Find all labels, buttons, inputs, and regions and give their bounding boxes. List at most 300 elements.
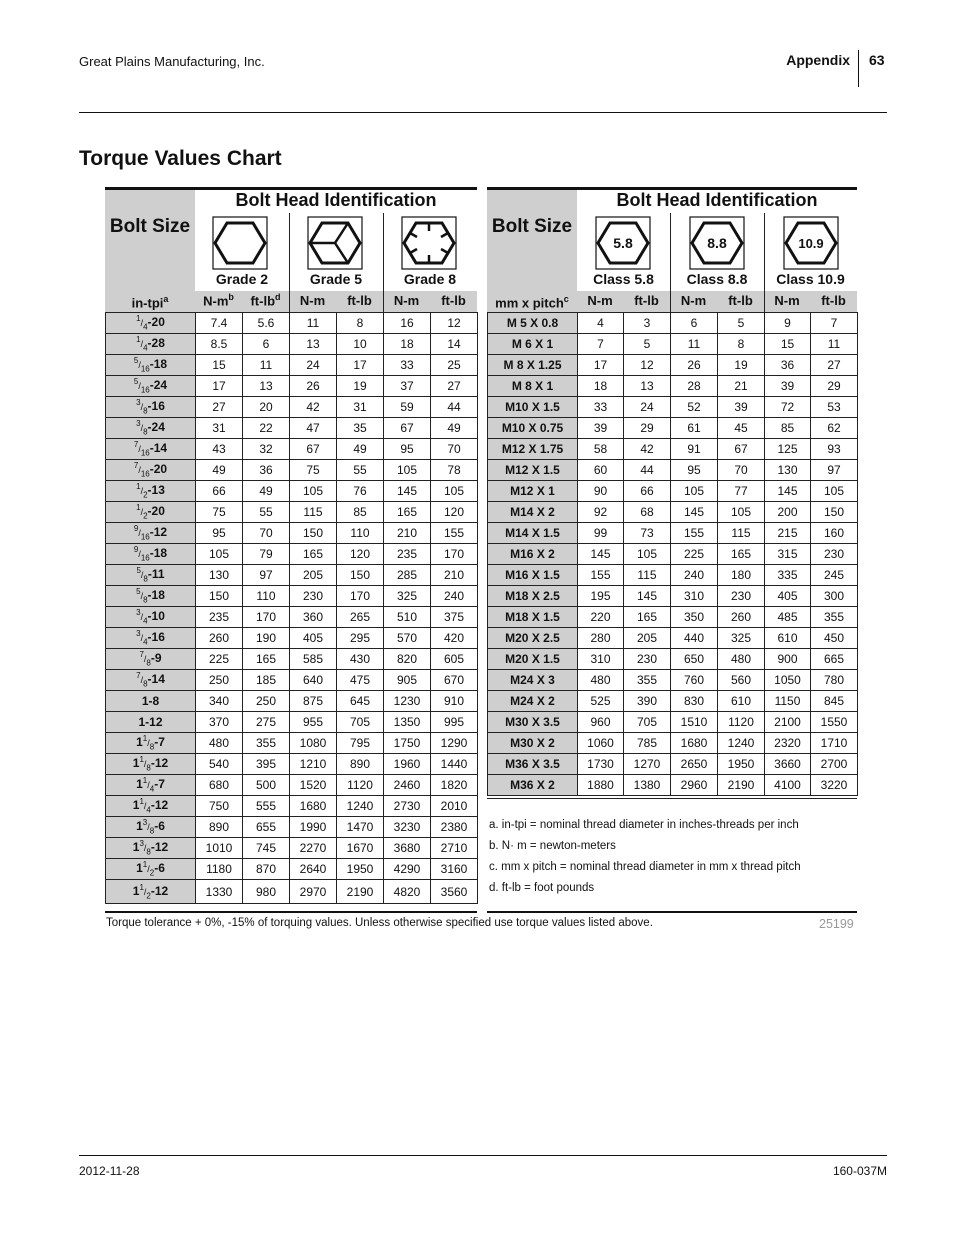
torque-value-cell: 900: [765, 649, 811, 670]
bolt-size-cell: $1^3/_8-12$: [106, 838, 196, 859]
torque-value-cell: 570: [384, 628, 431, 649]
torque-value-cell: 405: [290, 628, 337, 649]
torque-value-cell: 325: [384, 586, 431, 607]
torque-value-cell: 5: [624, 334, 671, 355]
torque-value-cell: 14: [431, 334, 478, 355]
torque-value-cell: 285: [384, 565, 431, 586]
unit-label: ft-lb: [441, 293, 466, 308]
bolt-size-cell: $^3/_4-16$: [106, 628, 196, 649]
torque-value-cell: 650: [671, 649, 718, 670]
torque-value-cell: 1820: [431, 775, 478, 796]
torque-value-cell: 49: [431, 418, 478, 439]
section-name: Appendix: [786, 52, 850, 68]
torque-value-cell: 2700: [811, 754, 858, 775]
bolt-size-cell: $1^1/_2-12$: [106, 880, 196, 904]
torque-value-cell: 1730: [578, 754, 624, 775]
torque-value-cell: 2190: [337, 880, 384, 904]
torque-value-cell: 90: [578, 481, 624, 502]
torque-value-cell: 560: [718, 670, 765, 691]
bolt-size-cell: $^1/_4-20$: [106, 313, 196, 334]
torque-value-cell: 230: [624, 649, 671, 670]
torque-value-cell: 11: [671, 334, 718, 355]
bolt-size-cell: 1-12: [106, 712, 196, 733]
torque-value-cell: 145: [384, 481, 431, 502]
torque-value-cell: 3230: [384, 817, 431, 838]
bolt-size-cell: M10 X 1.5: [488, 397, 578, 418]
torque-value-cell: 150: [196, 586, 243, 607]
torque-value-cell: 36: [765, 355, 811, 376]
torque-value-cell: 67: [718, 439, 765, 460]
torque-value-cell: 105: [671, 481, 718, 502]
torque-value-cell: 145: [671, 502, 718, 523]
torque-value-cell: 890: [337, 754, 384, 775]
torque-value-cell: 310: [671, 586, 718, 607]
bolt-size-cell: M 6 X 1: [488, 334, 578, 355]
torque-value-cell: 35: [337, 418, 384, 439]
bolt-size-cell: $^7/_{16}-20$: [106, 460, 196, 481]
table-row: [488, 397, 858, 418]
class-icon-label: 10.9: [798, 236, 824, 251]
torque-value-cell: 1270: [624, 754, 671, 775]
torque-value-cell: 6: [671, 313, 718, 334]
torque-value-cell: 1990: [290, 817, 337, 838]
torque-value-cell: 250: [243, 691, 290, 712]
torque-value-cell: 13: [290, 334, 337, 355]
bolt-size-cell: M12 X 1.5: [488, 460, 578, 481]
torque-value-cell: 33: [578, 397, 624, 418]
torque-value-cell: 1950: [337, 859, 384, 880]
torque-value-cell: 99: [578, 523, 624, 544]
table-row: [106, 502, 478, 523]
torque-value-cell: 27: [811, 355, 858, 376]
unit-label: ft-lb: [634, 293, 659, 308]
torque-value-cell: 955: [290, 712, 337, 733]
torque-value-cell: 20: [243, 397, 290, 418]
torque-value-cell: 795: [337, 733, 384, 754]
bolt-size-cell: $1^3/_8-6$: [106, 817, 196, 838]
torque-value-cell: 745: [243, 838, 290, 859]
bolt-size-cell: M14 X 1.5: [488, 523, 578, 544]
torque-value-cell: 130: [765, 460, 811, 481]
grade-5-hexagon-icon: [307, 216, 363, 270]
torque-value-cell: 645: [337, 691, 384, 712]
torque-value-cell: 29: [811, 376, 858, 397]
torque-value-cell: 280: [578, 628, 624, 649]
torque-value-cell: 92: [578, 502, 624, 523]
torque-value-cell: 5.6: [243, 313, 290, 334]
torque-value-cell: 155: [671, 523, 718, 544]
table-row: [488, 481, 858, 502]
torque-value-cell: 405: [765, 586, 811, 607]
table-row: [106, 439, 478, 460]
torque-value-cell: 225: [671, 544, 718, 565]
torque-value-cell: 36: [243, 460, 290, 481]
torque-value-cell: 170: [431, 544, 478, 565]
torque-value-cell: 61: [671, 418, 718, 439]
bolt-size-cell: $^3/_4-10$: [106, 607, 196, 628]
bolt-size-cell: M24 X 2: [488, 691, 578, 712]
torque-value-cell: 335: [765, 565, 811, 586]
torque-value-cell: 59: [384, 397, 431, 418]
torque-value-cell: 44: [624, 460, 671, 481]
torque-value-cell: 93: [811, 439, 858, 460]
unit-label: N-m: [680, 293, 707, 308]
torque-value-cell: 430: [337, 649, 384, 670]
torque-value-cell: 1550: [811, 712, 858, 733]
torque-value-cell: 2190: [718, 775, 765, 796]
torque-value-cell: 1750: [384, 733, 431, 754]
torque-value-cell: 165: [718, 544, 765, 565]
torque-value-cell: 49: [196, 460, 243, 481]
torque-value-cell: 1080: [290, 733, 337, 754]
torque-value-cell: 665: [811, 649, 858, 670]
table-row: [106, 544, 478, 565]
torque-value-cell: 12: [431, 313, 478, 334]
torque-value-cell: 49: [243, 481, 290, 502]
torque-value-cell: 265: [337, 607, 384, 628]
torque-value-cell: 340: [196, 691, 243, 712]
table-row: [106, 607, 478, 628]
torque-value-cell: 10: [337, 334, 384, 355]
bolt-size-cell: $^3/_8-16$: [106, 397, 196, 418]
torque-value-cell: 820: [384, 649, 431, 670]
bolt-size-cell: M36 X 2: [488, 775, 578, 796]
torque-value-cell: 4290: [384, 859, 431, 880]
torque-value-cell: 2380: [431, 817, 478, 838]
torque-value-cell: 18: [578, 376, 624, 397]
torque-value-cell: 97: [243, 565, 290, 586]
unit-label: ft-lb: [728, 293, 753, 308]
torque-value-cell: 3: [624, 313, 671, 334]
torque-value-cell: 295: [337, 628, 384, 649]
torque-value-cell: 2640: [290, 859, 337, 880]
torque-value-cell: 7: [578, 334, 624, 355]
torque-value-cell: 1350: [384, 712, 431, 733]
torque-value-cell: 27: [431, 376, 478, 397]
table-row: [488, 355, 858, 376]
class-label: Class 10.9: [776, 271, 845, 287]
class-icon-label: 8.8: [707, 235, 727, 251]
table-row: [106, 523, 478, 544]
torque-value-cell: 76: [337, 481, 384, 502]
torque-value-cell: 31: [337, 397, 384, 418]
right-bolt-size-label: Bolt Size: [491, 216, 573, 237]
table-row: [488, 628, 858, 649]
torque-value-cell: 260: [196, 628, 243, 649]
torque-value-cell: 42: [624, 439, 671, 460]
right-bottom-rule: [487, 911, 857, 913]
torque-value-cell: 78: [431, 460, 478, 481]
bolt-size-cell: $1^1/_8-12$: [106, 754, 196, 775]
torque-value-cell: 4: [578, 313, 624, 334]
torque-value-cell: 355: [624, 670, 671, 691]
torque-value-cell: 555: [243, 796, 290, 817]
torque-value-cell: 1060: [578, 733, 624, 754]
torque-value-cell: 17: [337, 355, 384, 376]
torque-value-cell: 2100: [765, 712, 811, 733]
bolt-size-cell: $1^1/_4-7$: [106, 775, 196, 796]
torque-value-cell: 475: [337, 670, 384, 691]
torque-value-cell: 11: [243, 355, 290, 376]
table-row: [488, 544, 858, 565]
torque-value-cell: 1120: [337, 775, 384, 796]
tolerance-note: Torque tolerance + 0%, -15% of torquing values. Unless otherwise specified use torque values listed above.: [106, 917, 653, 929]
table-row: [106, 670, 478, 691]
torque-value-cell: 25: [431, 355, 478, 376]
torque-value-cell: 77: [718, 481, 765, 502]
class-5-8-hexagon-icon: [595, 216, 651, 270]
torque-value-cell: 105: [431, 481, 478, 502]
torque-value-cell: 33: [384, 355, 431, 376]
torque-value-cell: 1210: [290, 754, 337, 775]
torque-value-cell: 170: [337, 586, 384, 607]
torque-value-cell: 79: [243, 544, 290, 565]
torque-value-cell: 760: [671, 670, 718, 691]
torque-value-cell: 2730: [384, 796, 431, 817]
bolt-size-cell: M36 X 3.5: [488, 754, 578, 775]
torque-value-cell: 8: [337, 313, 384, 334]
table-row: [106, 397, 478, 418]
torque-value-cell: 500: [243, 775, 290, 796]
table-row: [488, 775, 858, 796]
bolt-size-cell: $^5/_8-18$: [106, 586, 196, 607]
torque-value-cell: 605: [431, 649, 478, 670]
torque-value-cell: 95: [671, 460, 718, 481]
bolt-size-cell: M 8 X 1.25: [488, 355, 578, 376]
torque-value-cell: 165: [290, 544, 337, 565]
torque-value-cell: 9: [765, 313, 811, 334]
torque-value-cell: 145: [765, 481, 811, 502]
class-label: Class 8.8: [686, 271, 748, 287]
torque-value-cell: 375: [431, 607, 478, 628]
torque-value-cell: 4820: [384, 880, 431, 904]
torque-value-cell: 830: [671, 691, 718, 712]
torque-value-cell: 485: [765, 607, 811, 628]
inch-torque-table: [105, 312, 478, 904]
torque-value-cell: 85: [337, 502, 384, 523]
table-row: [488, 334, 858, 355]
table-row: [106, 334, 478, 355]
torque-value-cell: 105: [196, 544, 243, 565]
torque-value-cell: 11: [290, 313, 337, 334]
table-row: [488, 754, 858, 775]
class-10-9-hexagon-icon: [783, 216, 839, 270]
right-identification-heading: Bolt Head Identification: [616, 190, 818, 210]
torque-value-cell: 585: [290, 649, 337, 670]
table-row: [106, 481, 478, 502]
bolt-size-cell: $1^1/_2-6$: [106, 859, 196, 880]
torque-value-cell: 680: [196, 775, 243, 796]
torque-value-cell: 905: [384, 670, 431, 691]
table-row: [106, 817, 478, 838]
torque-value-cell: 875: [290, 691, 337, 712]
table-row: [488, 565, 858, 586]
unit-label: N-m: [393, 293, 420, 308]
table-row: [488, 376, 858, 397]
torque-value-cell: 75: [290, 460, 337, 481]
table-row: [106, 376, 478, 397]
footnote-b: b. N· m = newton-meters: [489, 840, 616, 852]
bolt-size-cell: M30 X 2: [488, 733, 578, 754]
table-row: [488, 439, 858, 460]
torque-value-cell: 105: [624, 544, 671, 565]
torque-value-cell: 1230: [384, 691, 431, 712]
torque-value-cell: 395: [243, 754, 290, 775]
torque-value-cell: 42: [290, 397, 337, 418]
table-row: [106, 586, 478, 607]
torque-value-cell: 655: [243, 817, 290, 838]
table-row: [106, 775, 478, 796]
torque-value-cell: 43: [196, 439, 243, 460]
torque-value-cell: 1880: [578, 775, 624, 796]
table-row: [106, 691, 478, 712]
torque-value-cell: 205: [624, 628, 671, 649]
bolt-size-cell: M10 X 0.75: [488, 418, 578, 439]
torque-value-cell: 180: [718, 565, 765, 586]
torque-value-cell: 525: [578, 691, 624, 712]
torque-value-cell: 60: [578, 460, 624, 481]
torque-value-cell: 27: [196, 397, 243, 418]
bolt-size-cell: M20 X 1.5: [488, 649, 578, 670]
torque-value-cell: 15: [765, 334, 811, 355]
bolt-size-cell: M18 X 2.5: [488, 586, 578, 607]
torque-value-cell: 2010: [431, 796, 478, 817]
torque-value-cell: 235: [384, 544, 431, 565]
torque-value-cell: 15: [196, 355, 243, 376]
torque-value-cell: 49: [337, 439, 384, 460]
bolt-size-cell: M20 X 2.5: [488, 628, 578, 649]
torque-value-cell: 890: [196, 817, 243, 838]
torque-value-cell: 910: [431, 691, 478, 712]
torque-value-cell: 39: [578, 418, 624, 439]
bolt-size-cell: $^1/_2-20$: [106, 502, 196, 523]
unit-label: ft-lb: [347, 293, 372, 308]
torque-value-cell: 1120: [718, 712, 765, 733]
bolt-size-cell: $^7/_8-9$: [106, 649, 196, 670]
bolt-size-cell: M 8 X 1: [488, 376, 578, 397]
table-row: [106, 418, 478, 439]
table-row: [488, 649, 858, 670]
torque-value-cell: 165: [384, 502, 431, 523]
torque-value-cell: 17: [196, 376, 243, 397]
torque-value-cell: 980: [243, 880, 290, 904]
bolt-size-cell: $^1/_4-28$: [106, 334, 196, 355]
torque-value-cell: 115: [624, 565, 671, 586]
torque-value-cell: 205: [290, 565, 337, 586]
torque-value-cell: 1240: [718, 733, 765, 754]
torque-value-cell: 19: [337, 376, 384, 397]
torque-value-cell: 1330: [196, 880, 243, 904]
bolt-size-cell: $^5/_8-11$: [106, 565, 196, 586]
class-8-8-hexagon-icon: [689, 216, 745, 270]
page-title: Torque Values Chart: [79, 147, 282, 170]
torque-value-cell: 3660: [765, 754, 811, 775]
torque-value-cell: 52: [671, 397, 718, 418]
torque-value-cell: 120: [431, 502, 478, 523]
table-row: [488, 607, 858, 628]
footnote-d: d. ft-lb = foot pounds: [489, 882, 595, 894]
bolt-size-cell: M16 X 1.5: [488, 565, 578, 586]
bolt-size-cell: M 5 X 0.8: [488, 313, 578, 334]
torque-value-cell: 37: [384, 376, 431, 397]
torque-value-cell: 62: [811, 418, 858, 439]
bolt-size-cell: $^5/_{16}-18$: [106, 355, 196, 376]
torque-value-cell: 115: [290, 502, 337, 523]
torque-value-cell: 13: [624, 376, 671, 397]
torque-value-cell: 315: [765, 544, 811, 565]
torque-value-cell: 275: [243, 712, 290, 733]
torque-value-cell: 480: [718, 649, 765, 670]
torque-value-cell: 1520: [290, 775, 337, 796]
torque-value-cell: 420: [431, 628, 478, 649]
size-unit-label: in-tpi$^a$: [131, 294, 169, 311]
unit-label: ft-lb: [821, 293, 846, 308]
torque-value-cell: 4100: [765, 775, 811, 796]
torque-value-cell: 160: [811, 523, 858, 544]
torque-value-cell: 1290: [431, 733, 478, 754]
torque-value-cell: 1950: [718, 754, 765, 775]
torque-value-cell: 165: [243, 649, 290, 670]
bolt-size-cell: M30 X 3.5: [488, 712, 578, 733]
torque-value-cell: 1050: [765, 670, 811, 691]
torque-value-cell: 32: [243, 439, 290, 460]
torque-value-cell: 245: [811, 565, 858, 586]
torque-value-cell: 55: [243, 502, 290, 523]
metric-torque-table: [487, 312, 858, 796]
grade-label: Grade 2: [215, 271, 269, 287]
table-row: [106, 649, 478, 670]
page-number: 63: [869, 52, 885, 68]
torque-value-cell: 185: [243, 670, 290, 691]
torque-value-cell: 260: [718, 607, 765, 628]
unit-label: N-m: [587, 293, 613, 308]
table-row: [488, 691, 858, 712]
unit-label: $ft-lb^d$: [250, 292, 281, 309]
size-unit-label: mm x pitch$^c$: [495, 294, 569, 311]
torque-value-cell: 1510: [671, 712, 718, 733]
table-row: [106, 565, 478, 586]
torque-value-cell: 870: [243, 859, 290, 880]
torque-value-cell: 120: [337, 544, 384, 565]
table-row: [106, 628, 478, 649]
torque-value-cell: 16: [384, 313, 431, 334]
grade-2-hexagon-icon: [212, 216, 268, 270]
table-row: [488, 712, 858, 733]
torque-value-cell: 130: [196, 565, 243, 586]
torque-value-cell: 1150: [765, 691, 811, 712]
table-row: [106, 712, 478, 733]
torque-value-cell: 1180: [196, 859, 243, 880]
torque-value-cell: 3160: [431, 859, 478, 880]
torque-value-cell: 155: [431, 523, 478, 544]
bolt-size-cell: $^3/_8-24$: [106, 418, 196, 439]
torque-value-cell: 115: [718, 523, 765, 544]
unit-label: N-m: [774, 293, 800, 308]
torque-value-cell: 97: [811, 460, 858, 481]
torque-value-cell: 235: [196, 607, 243, 628]
torque-value-cell: 1380: [624, 775, 671, 796]
footer-doc-number: 160-037M: [832, 1164, 887, 1178]
torque-value-cell: 22: [243, 418, 290, 439]
grade-label: Grade 5: [309, 271, 363, 287]
torque-value-cell: 24: [290, 355, 337, 376]
torque-value-cell: 145: [624, 586, 671, 607]
torque-value-cell: 66: [624, 481, 671, 502]
torque-value-cell: 19: [718, 355, 765, 376]
torque-value-cell: 2710: [431, 838, 478, 859]
bolt-size-cell: M18 X 1.5: [488, 607, 578, 628]
torque-value-cell: 440: [671, 628, 718, 649]
